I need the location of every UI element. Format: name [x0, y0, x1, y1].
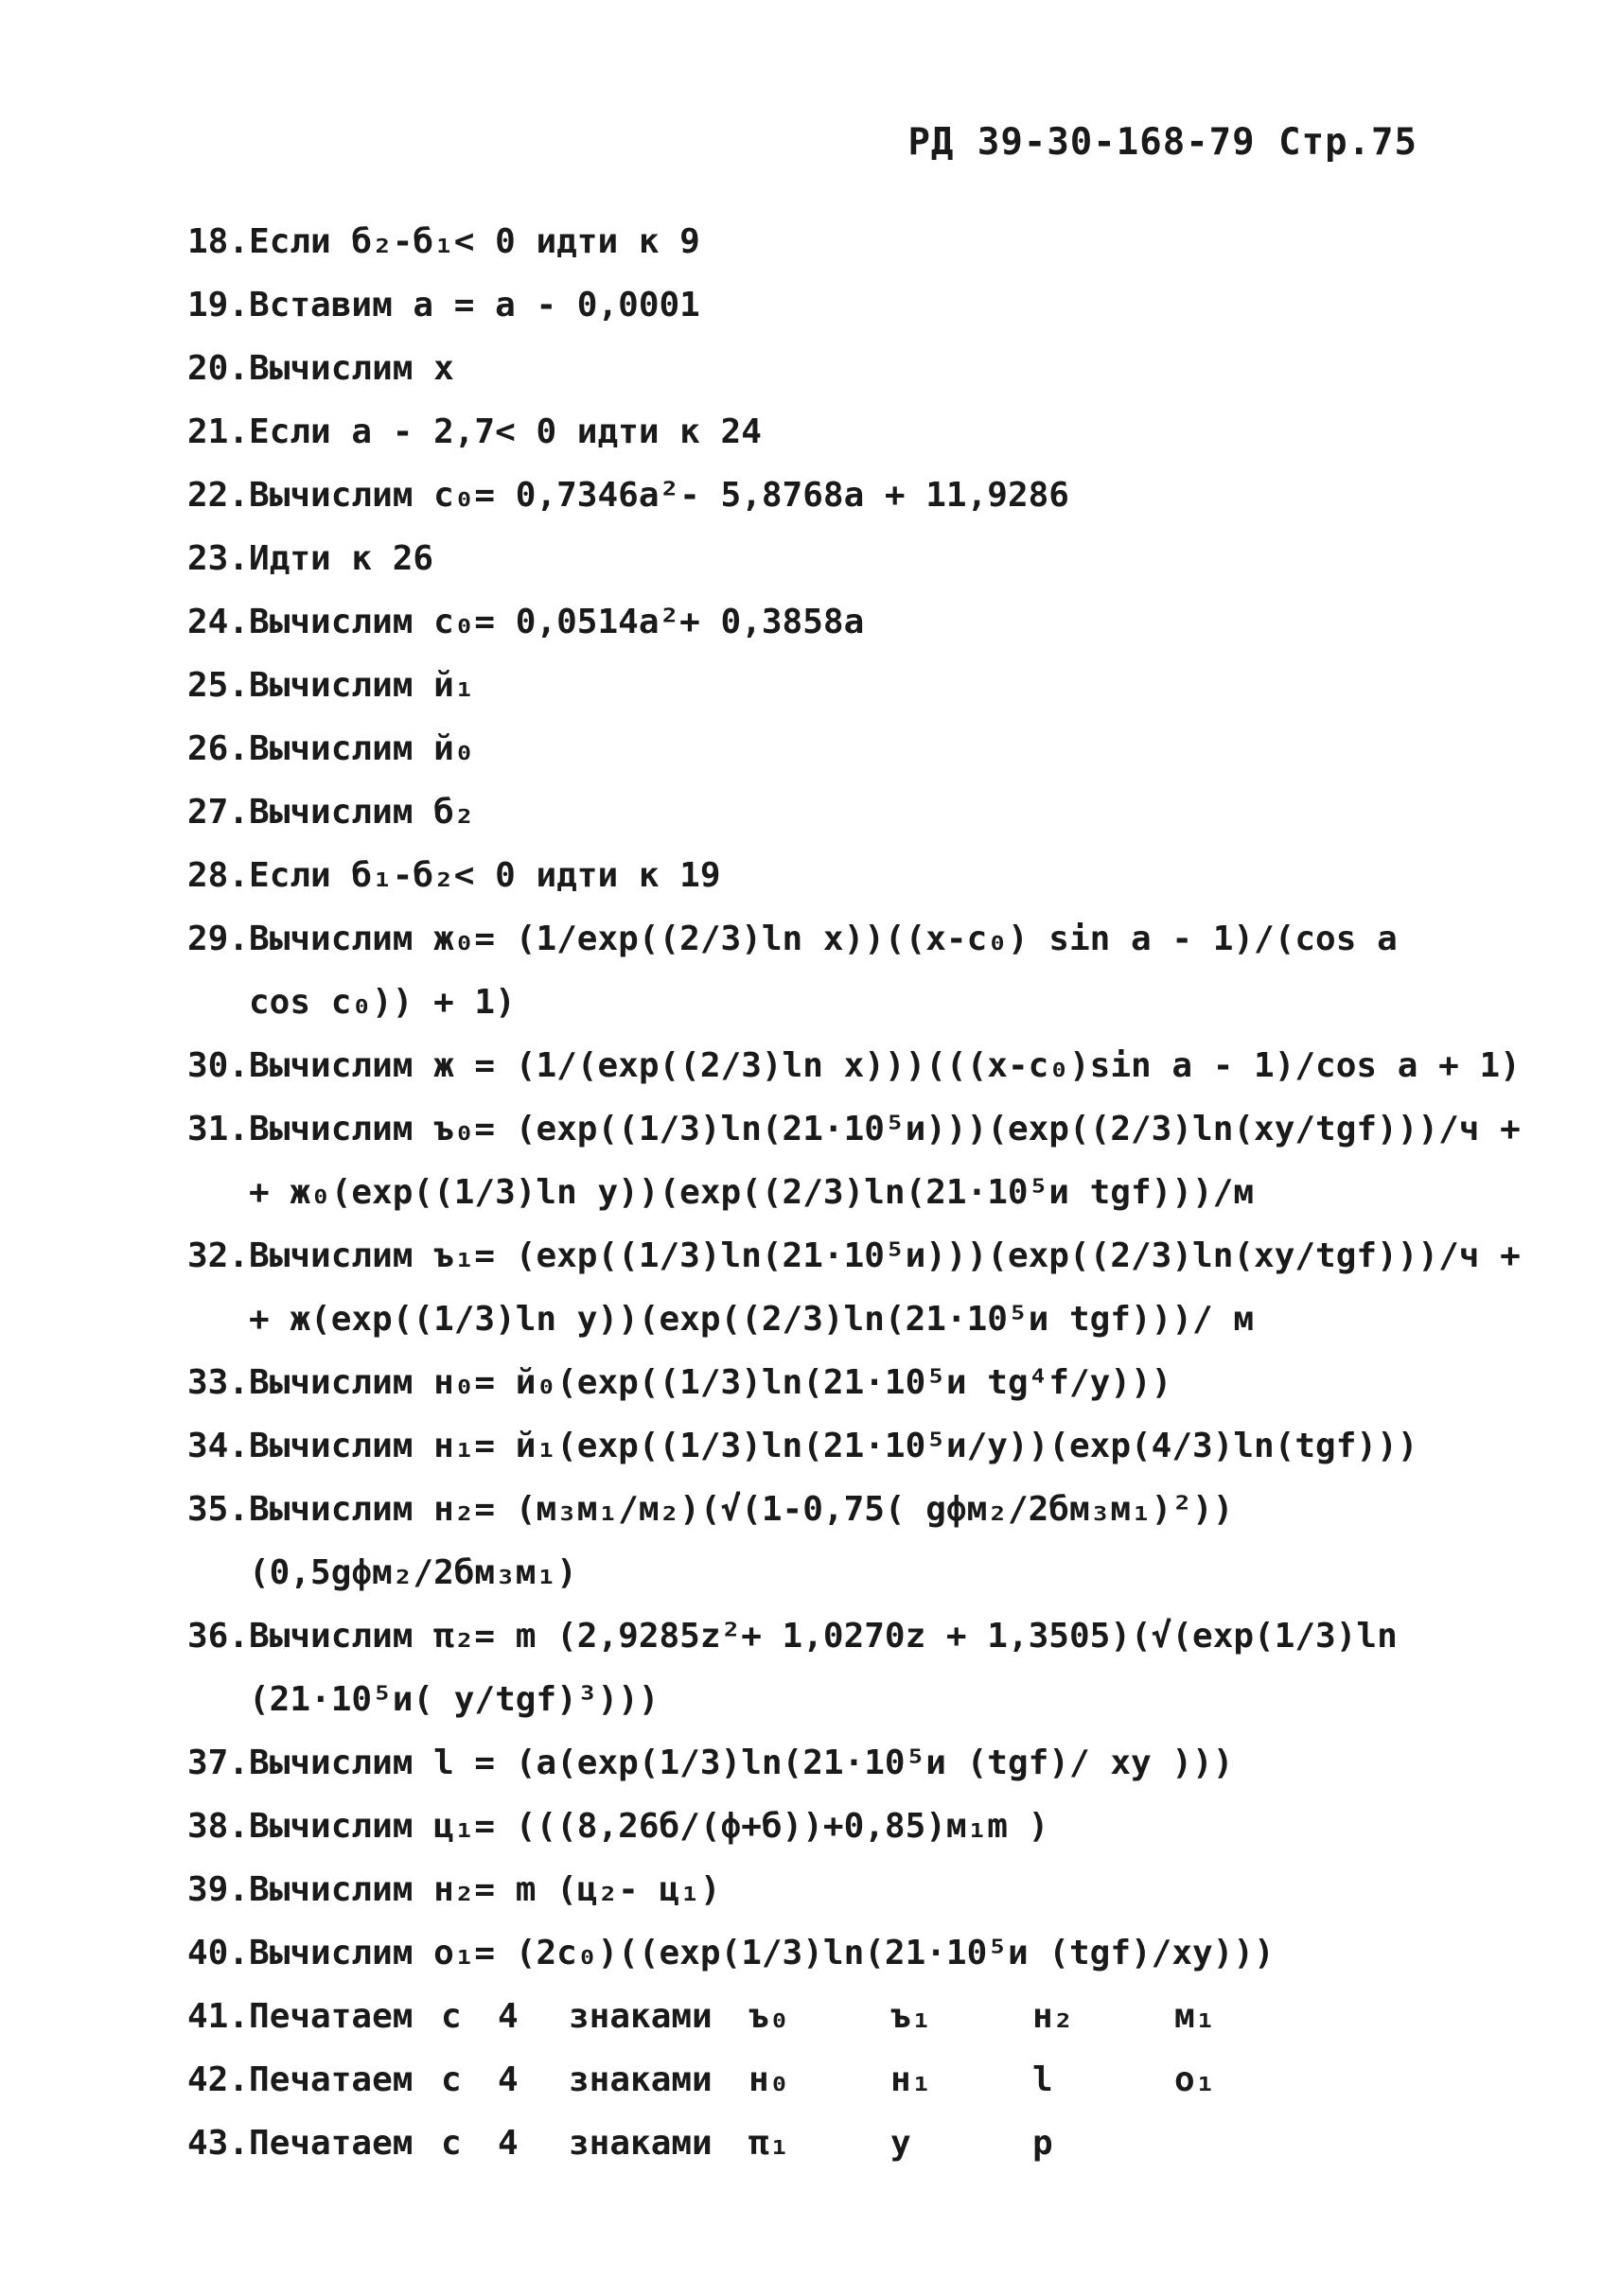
- step-36: [187, 1604, 1455, 1731]
- step-line: 32.Вычислим ъ₁= (exp((1/3)ln(21·10⁵и)))(exp((2/3)ln(xy/tgf)))/ч +: [187, 1236, 1521, 1275]
- step-43: [187, 2112, 1455, 2175]
- print-variable: p: [1032, 2124, 1053, 2163]
- step-line: 25.Вычислим й₁: [187, 666, 475, 705]
- print-variable: н₁: [890, 2060, 932, 2099]
- step-31: [187, 1097, 1521, 1224]
- step-30: [187, 1034, 1521, 1097]
- print-preposition: с: [441, 1997, 462, 2036]
- step-27: [187, 780, 1455, 844]
- step-28: [187, 844, 1455, 907]
- step-line: 26.Вычислим й₀: [187, 729, 475, 768]
- print-word: знаками: [569, 1997, 713, 2036]
- step-line: 29.Вычислим ж₀= (1/exp((2/3)ln x))((x-c₀) sin a - 1)/(cos a: [187, 920, 1398, 958]
- step-35: [187, 1478, 1455, 1604]
- step-40: [187, 1921, 1455, 1985]
- print-variable: ъ₁: [890, 1997, 932, 2036]
- step-21: [187, 400, 1455, 464]
- step-line: 30.Вычислим ж = (1/(exp((2/3)ln x)))(((x-c₀)sin a - 1)/cos a + 1): [187, 1046, 1521, 1085]
- step-line: 33.Вычислим н₀= й₀(exp((1/3)ln(21·10⁵и tg⁴f/y))): [187, 1363, 1172, 1402]
- step-33: [187, 1351, 1455, 1414]
- step-line: 40.Вычислим o₁= (2c₀)((exp(1/3)ln(21·10⁵и (tgf)/xy))): [187, 1934, 1275, 1972]
- step-23: [187, 527, 1455, 590]
- step-39: [187, 1858, 1455, 1921]
- step-continuation-line: + ж(exp((1/3)ln y))(exp((2/3)ln(21·10⁵и tgf)))/ м: [249, 1300, 1255, 1339]
- step-37: [187, 1731, 1455, 1795]
- step-line: 36.Вычислим π₂= m (2,9285z²+ 1,0270z + 1,3505)(√(exp(1/3)ln: [187, 1617, 1398, 1656]
- step-41: [187, 1985, 1455, 2048]
- step-line: 24.Вычислим c₀= 0,0514a²+ 0,3858a: [187, 603, 865, 641]
- step-line: 21.Если a - 2,7< 0 идти к 24: [187, 412, 762, 451]
- step-22: [187, 464, 1455, 527]
- step-line: 22.Вычислим c₀= 0,7346a²- 5,8768a + 11,9286: [187, 476, 1069, 515]
- print-variable: y: [890, 2124, 911, 2163]
- step-25: [187, 654, 1455, 717]
- step-line: 38.Вычислим ц₁= (((8,26б/(ф+б))+0,85)м₁m ): [187, 1807, 1049, 1846]
- step-19: [187, 273, 1455, 337]
- step-continuation-line: cos c₀)) + 1): [249, 983, 516, 1022]
- page-header: РД 39-30-168-79 Стр.75: [907, 121, 1418, 164]
- print-command: 41.Печатаем: [187, 1997, 414, 2036]
- print-digit-count: 4: [498, 2124, 519, 2163]
- print-word: знаками: [569, 2124, 713, 2163]
- step-line: 34.Вычислим н₁= й₁(exp((1/3)ln(21·10⁵и/y))(exp(4/3)ln(tgf))): [187, 1427, 1418, 1465]
- print-command: 42.Печатаем: [187, 2060, 414, 2099]
- print-digit-count: 4: [498, 2060, 519, 2099]
- print-word: знаками: [569, 2060, 713, 2099]
- step-line: 28.Если б₁-б₂< 0 идти к 19: [187, 856, 721, 895]
- step-42: [187, 2048, 1455, 2112]
- step-18: [187, 210, 1455, 273]
- step-line: 20.Вычислим x: [187, 349, 454, 388]
- step-line: 39.Вычислим н₂= m (ц₂- ц₁): [187, 1870, 721, 1909]
- step-line: 35.Вычислим н₂= (м₃м₁/м₂)(√(1-0,75( gфм₂/2бм₃м₁)²)): [187, 1490, 1234, 1529]
- step-line: 27.Вычислим б₂: [187, 793, 475, 832]
- step-38: [187, 1795, 1455, 1858]
- step-29: [187, 907, 1455, 1034]
- print-digit-count: 4: [498, 1997, 519, 2036]
- step-continuation-line: (21·10⁵и( y/tgf)³))): [249, 1680, 660, 1719]
- step-34: [187, 1414, 1455, 1478]
- step-continuation-line: (0,5gфм₂/2бм₃м₁): [249, 1553, 577, 1592]
- step-continuation-line: + ж₀(exp((1/3)ln y))(exp((2/3)ln(21·10⁵и tgf)))/м: [249, 1173, 1255, 1212]
- print-variable: ъ₀: [748, 1997, 790, 2036]
- step-line: 18.Если б₂-б₁< 0 идти к 9: [187, 222, 700, 261]
- print-preposition: с: [441, 2124, 462, 2163]
- step-line: 19.Вставим a = a - 0,0001: [187, 286, 700, 324]
- step-line: 37.Вычислим l = (a(exp(1/3)ln(21·10⁵и (tgf)/ xy ))): [187, 1744, 1234, 1782]
- step-32: [187, 1224, 1521, 1351]
- print-variable: l: [1032, 2060, 1053, 2099]
- print-preposition: с: [441, 2060, 462, 2099]
- step-20: [187, 337, 1455, 400]
- print-variable: м₁: [1174, 1997, 1216, 2036]
- print-command: 43.Печатаем: [187, 2124, 414, 2163]
- algorithm-steps: [187, 210, 1521, 2175]
- print-variable: o₁: [1174, 2060, 1216, 2099]
- print-variable: н₂: [1032, 1997, 1074, 2036]
- print-variable: н₀: [748, 2060, 790, 2099]
- step-line: 23.Идти к 26: [187, 539, 434, 578]
- print-variable: π₁: [748, 2124, 790, 2163]
- step-24: [187, 590, 1455, 654]
- step-26: [187, 717, 1455, 780]
- step-line: 31.Вычислим ъ₀= (exp((1/3)ln(21·10⁵и)))(exp((2/3)ln(xy/tgf)))/ч +: [187, 1110, 1521, 1148]
